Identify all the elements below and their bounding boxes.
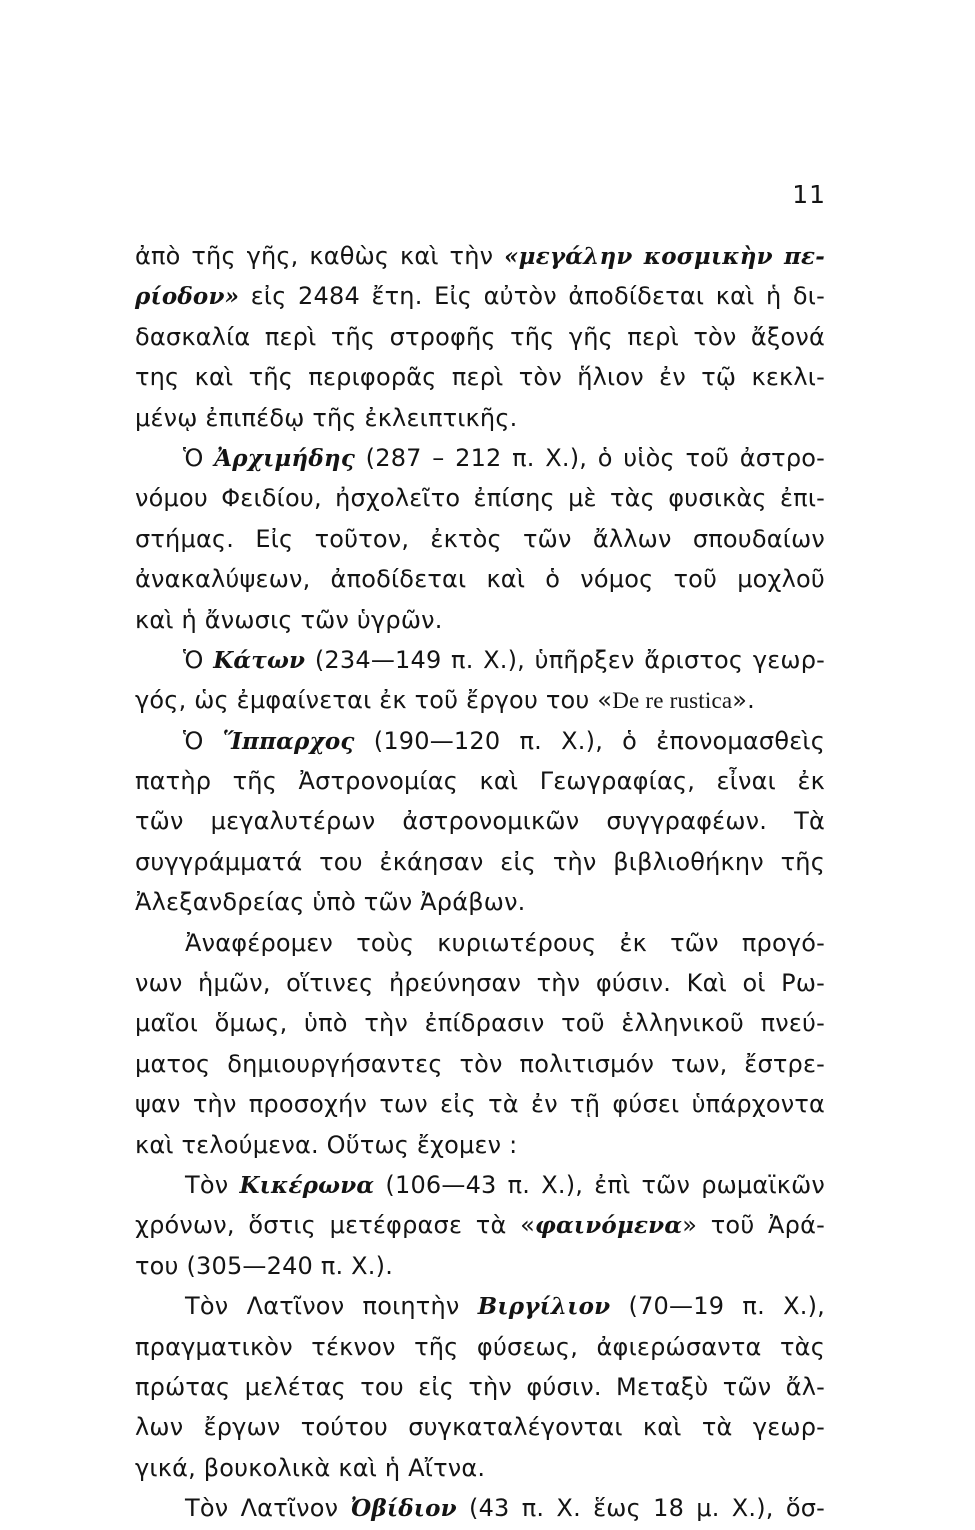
text-line: λων ἔργων τούτου συγκαταλέγονται καὶ τὰ γεωρ- [135, 1413, 825, 1442]
text-line: γός, ὡς ἐμφαίνεται ἐκ τοῦ ἔργου του «De re rustica». [135, 686, 756, 715]
text-line: της καὶ τῆς περιφορᾶς περὶ τὸν ἥλιον ἐν τῷ κεκλι- [135, 363, 825, 392]
text-line: καὶ τελούμενα. Οὕτως ἔχομεν : [135, 1130, 518, 1159]
text-line: νόμου Φειδίου, ἠσχολεῖτο ἐπίσης μὲ τὰς φυσικὰς ἐπι- [135, 484, 825, 513]
text-line: καὶ ἡ ἄνωσις τῶν ὑγρῶν. [135, 605, 443, 634]
paragraph-start-mention: Ἀναφέρομεν τοὺς κυριωτέρους ἐκ τῶν προγό- [185, 928, 825, 957]
text-line: ἀνακαλύψεων, ἀποδίδεται καὶ ὁ νόμος τοῦ μοχλοῦ [135, 565, 825, 594]
text-line: πατὴρ τῆς Ἀστρονομίας καὶ Γεωγραφίας, εἶναι ἐκ [135, 767, 825, 796]
emphasized-phrase: «μεγάλην κοσμικὴν πε- [504, 243, 825, 270]
text-line: Ἀλεξανδρείας ὑπὸ τῶν Ἀράβων. [135, 888, 526, 917]
text-line: ρίοδον» εἰς 2484 ἔτη. Εἰς αὐτὸν ἀποδίδεται καὶ ἡ δι- [135, 282, 825, 311]
person-name-cicero: Κικέρωνα [239, 1171, 375, 1199]
text-line: νων ἡμῶν, οἵτινες ἠρεύνησαν τὴν φύσιν. Καὶ οἱ Ρω- [135, 969, 825, 998]
text-line: γικά, βουκολικὰ καὶ ἡ Αἴτνα. [135, 1453, 486, 1482]
body-text [135, 236, 825, 1529]
text-line: μένῳ ἐπιπέδῳ τῆς ἐκλειπτικῆς. [135, 403, 518, 432]
page-number: 11 [792, 180, 826, 209]
latin-title: De re rustica [612, 688, 733, 714]
text-line: δασκαλία περὶ τῆς στροφῆς τῆς γῆς περὶ τὸν ἄξονά [135, 322, 825, 351]
text-line: συγγράμματά του ἐκάησαν εἰς τὴν βιβλιοθήκην τῆς [135, 847, 825, 876]
paragraph-start-cato: Ὁ Κάτων (234—149 π. Χ.), ὑπῆρξεν ἄριστος γεωρ- [183, 645, 825, 674]
text-line: του (305—240 π. Χ.). [135, 1251, 394, 1280]
paragraph-start-virgil: Τὸν Λατῖνον ποιητὴν Βιργίλιον (70—19 π. Χ.), [185, 1292, 825, 1321]
person-name-hipparchus: Ἵππαρχος [222, 727, 355, 755]
person-name-cato: Κάτων [213, 646, 306, 674]
text-line: ματος δημιουργήσαντες τὸν πολιτισμόν των, ἔστρε- [135, 1049, 825, 1078]
person-name-virgil: Βιργίλιον [477, 1293, 611, 1321]
text-line: πραγματικὸν τέκνον τῆς φύσεως, ἀφιερώσαντα τὰς [135, 1332, 825, 1361]
paragraph-start-hipparchus: Ὁ Ἵππαρχος (190—120 π. Χ.), ὁ ἐπονομασθεὶς [183, 726, 825, 755]
text-line: πρώτας μελέτας του εἰς τὴν φύσιν. Μεταξὺ τῶν ἄλ- [135, 1372, 825, 1401]
text-line: ἀπὸ τῆς γῆς, καθὼς καὶ τὴν «μεγάλην κοσμικὴν πε- [135, 242, 825, 270]
emphasized-phrase: φαινόμενα [535, 1212, 683, 1240]
text-line: χρόνων, ὅστις μετέφρασε τὰ «φαινόμενα» τοῦ Ἀρά- [135, 1211, 825, 1240]
text-line: μαῖοι ὅμως, ὑπὸ τὴν ἐπίδρασιν τοῦ ἑλληνικοῦ πνεύ- [135, 1009, 825, 1038]
person-name-archimedes: Ἀρχιμήδης [214, 444, 356, 472]
person-name-ovid: Ὀβίδιον [350, 1495, 457, 1523]
paragraph-start-ovid: Τὸν Λατῖνον Ὀβίδιον (43 π. Χ. ἕως 18 μ. Χ.), ὅσ- [185, 1494, 826, 1523]
text-line: στήμας. Εἰς τοῦτον, ἐκτὸς τῶν ἄλλων σπουδαίων [135, 524, 825, 553]
text-line: ψαν τὴν προσοχήν των εἰς τὰ ἐν τῇ φύσει ὑπάρχοντα [135, 1090, 825, 1119]
text-line: τῶν μεγαλυτέρων ἀστρονομικῶν συγγραφέων. Τὰ [135, 807, 825, 836]
paragraph-start-archimedes: Ὁ Ἀρχιμήδης (287 – 212 π. Χ.), ὁ υἱὸς τοῦ ἀστρο- [183, 443, 825, 472]
paragraph-start-cicero: Τὸν Κικέρωνα (106—43 π. Χ.), ἐπὶ τῶν ρωμαϊκῶν [185, 1170, 825, 1199]
emphasized-phrase: ρίοδον» [135, 283, 240, 311]
